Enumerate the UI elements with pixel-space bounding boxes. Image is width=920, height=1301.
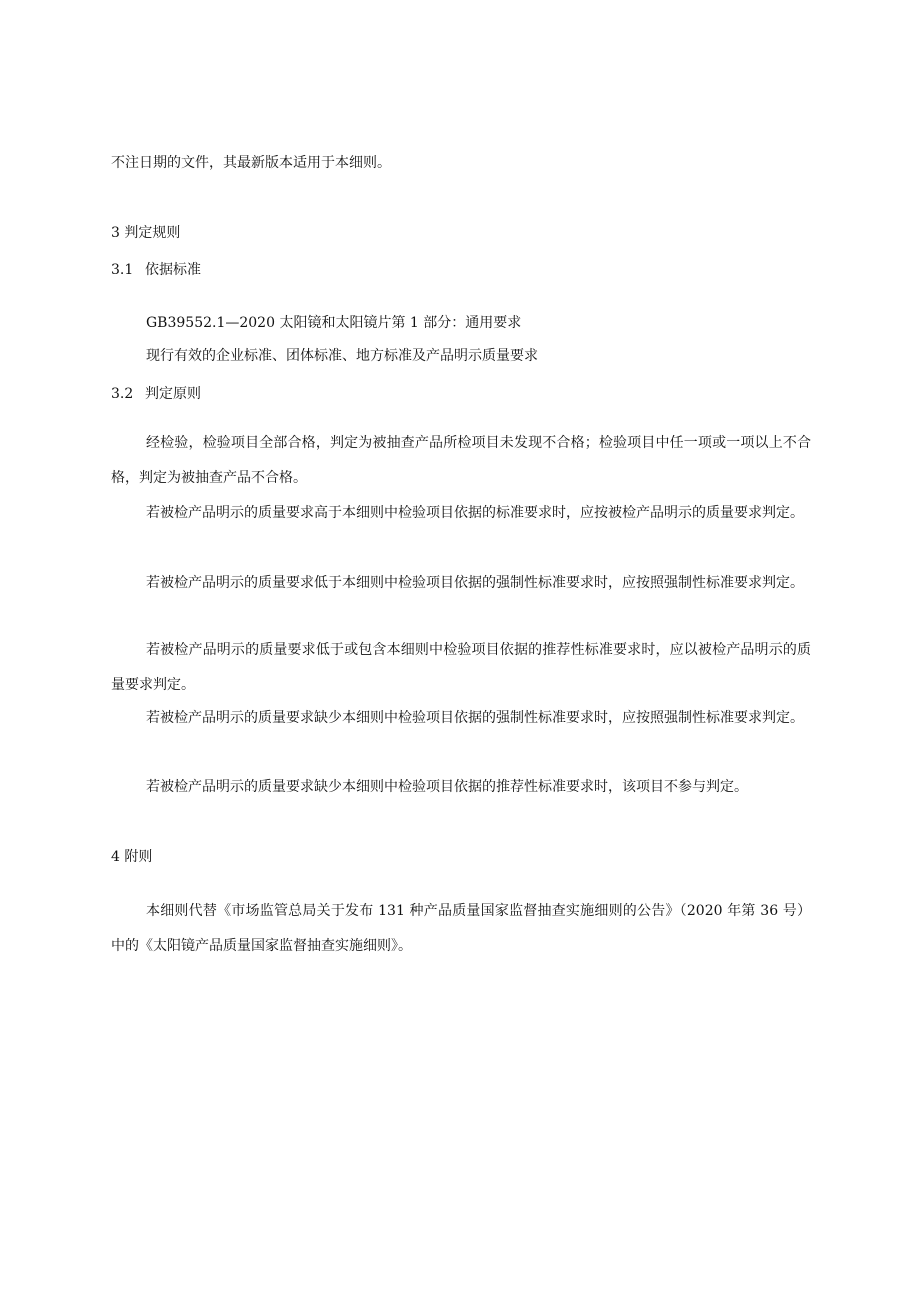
section-3-heading: 3 判定规则 [111, 225, 181, 241]
rule-paragraph: 若被检产品明示的质量要求缺少本细则中检验项目依据的推荐性标准要求时，该项目不参与判定。 [146, 779, 748, 795]
supplementary-paragraph: 本细则代替《市场监管总局关于发布 131 种产品质量国家监督抽查实施细则的公告》（2020 年第 36 号）中的《太阳镜产品质量国家监督抽查实施细则》。 [111, 903, 811, 954]
rule-paragraph: 若被检产品明示的质量要求低于或包含本细则中检验项目依据的推荐性标准要求时，应以被检产品明示的质量要求判定。 [111, 642, 811, 693]
subsection-3-1-heading [111, 260, 201, 280]
subsection-title: 依据标准 [145, 262, 201, 278]
standard-item: GB39552.1—2020 太阳镜和太阳镜片第 1 部分：通用要求 [146, 315, 522, 331]
rule-paragraph: 若被检产品明示的质量要求缺少本细则中检验项目依据的强制性标准要求时，应按照强制性标准要求判定。 [146, 710, 804, 726]
subsection-number: 3.1 [111, 262, 134, 278]
subsection-number: 3.2 [111, 386, 134, 402]
standard-item: 现行有效的企业标准、团体标准、地方标准及产品明示质量要求 [146, 348, 538, 364]
section-4-heading: 4 附则 [111, 849, 153, 865]
rule-paragraph: 若被检产品明示的质量要求低于本细则中检验项目依据的强制性标准要求时，应按照强制性标准要求判定。 [146, 575, 804, 591]
subsection-3-2-heading [111, 384, 201, 404]
subsection-title: 判定原则 [145, 386, 201, 402]
rule-paragraph: 若被检产品明示的质量要求高于本细则中检验项目依据的标准要求时，应按被检产品明示的质量要求判定。 [146, 505, 804, 521]
continuation-text: 不注日期的文件，其最新版本适用于本细则。 [111, 155, 391, 171]
rule-paragraph: 经检验，检验项目全部合格，判定为被抽查产品所检项目未发现不合格；检验项目中任一项或一项以上不合格，判定为被抽查产品不合格。 [111, 435, 811, 486]
